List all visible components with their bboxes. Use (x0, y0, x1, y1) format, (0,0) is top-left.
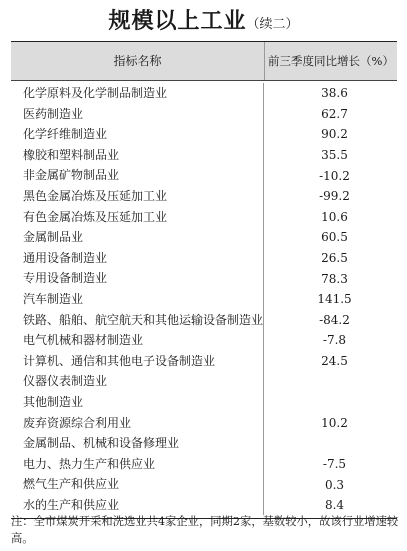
row-indicator-name: 计算机、通信和其他电子设备制造业 (11, 351, 264, 372)
row-growth-value: 62.7 (321, 106, 348, 121)
page-title (0, 6, 407, 40)
row-indicator-name: 化学纤维制造业 (11, 124, 264, 145)
row-growth-value: 10.2 (321, 415, 348, 430)
row-growth-value: 60.5 (321, 230, 348, 245)
row-growth-value: -10.2 (319, 168, 350, 183)
footnote: 注：全市煤炭开采和洗选业共4家企业，同期2家，基数较小，故该行业增速较高。 (11, 515, 399, 545)
row-growth-value: -7.8 (322, 333, 347, 348)
table-row (11, 124, 397, 145)
table-row (11, 289, 397, 310)
table-row (11, 454, 397, 475)
table-row (11, 207, 397, 228)
row-indicator-name: 金属制品、机械和设备修理业 (11, 433, 264, 454)
row-indicator-name: 汽车制造业 (11, 289, 264, 310)
table-row (11, 413, 397, 434)
row-growth-value: 78.3 (321, 271, 348, 286)
table-row (11, 310, 397, 331)
row-indicator-name: 仪器仪表制造业 (11, 371, 264, 392)
table-row (11, 268, 397, 289)
table-row (11, 83, 397, 104)
row-growth-value: -99.2 (319, 189, 350, 204)
row-growth-value: 90.2 (321, 127, 348, 142)
table-row (11, 474, 397, 495)
statistics-table (11, 41, 397, 519)
table-row (11, 371, 397, 392)
header-growth-rate: 前三季度同比增长（%） (268, 54, 394, 68)
table-body (11, 81, 397, 518)
row-growth-value: 141.5 (317, 292, 352, 307)
title-continuation: （续二） (246, 17, 299, 32)
table-row (11, 330, 397, 351)
row-growth-value: 24.5 (321, 354, 348, 369)
table-row (11, 186, 397, 207)
row-indicator-name: 医药制造业 (11, 104, 264, 125)
row-indicator-name: 水的生产和供应业 (11, 495, 264, 516)
row-indicator-name: 废弃资源综合利用业 (11, 413, 264, 434)
row-growth-value: 10.6 (321, 209, 348, 224)
row-growth-value: 0.3 (324, 477, 345, 492)
row-indicator-name: 电力、热力生产和供应业 (11, 454, 264, 475)
table-row (11, 145, 397, 166)
row-growth-value: 8.4 (324, 498, 345, 513)
title-main: 规模以上工业 (108, 8, 247, 34)
row-indicator-name: 燃气生产和供应业 (11, 474, 264, 495)
row-indicator-name: 橡胶和塑料制品业 (11, 145, 264, 166)
row-indicator-name: 化学原料及化学制品制造业 (11, 83, 264, 104)
row-indicator-name: 其他制造业 (11, 392, 264, 413)
table-row (11, 165, 397, 186)
table-row (11, 392, 397, 413)
row-indicator-name: 有色金属冶炼及压延加工业 (11, 207, 264, 228)
row-growth-value: -7.5 (322, 456, 347, 471)
table-row (11, 248, 397, 269)
row-indicator-name: 黑色金属冶炼及压延加工业 (11, 186, 264, 207)
row-indicator-name: 非金属矿物制品业 (11, 165, 264, 186)
row-indicator-name: 铁路、船舶、航空航天和其他运输设备制造业 (11, 310, 264, 331)
table-header (11, 42, 397, 81)
row-indicator-name: 金属制品业 (11, 227, 264, 248)
row-growth-value: -84.2 (319, 312, 350, 327)
header-indicator-name: 指标名称 (11, 42, 265, 80)
table-row (11, 351, 397, 372)
row-indicator-name: 专用设备制造业 (11, 268, 264, 289)
row-indicator-name: 通用设备制造业 (11, 248, 264, 269)
row-indicator-name: 电气机械和器材制造业 (11, 330, 264, 351)
row-growth-value: 35.5 (321, 148, 348, 163)
row-growth-value: 38.6 (321, 86, 348, 101)
table-row (11, 433, 397, 454)
table-row (11, 227, 397, 248)
row-growth-value: 26.5 (321, 251, 348, 266)
table-row (11, 104, 397, 125)
